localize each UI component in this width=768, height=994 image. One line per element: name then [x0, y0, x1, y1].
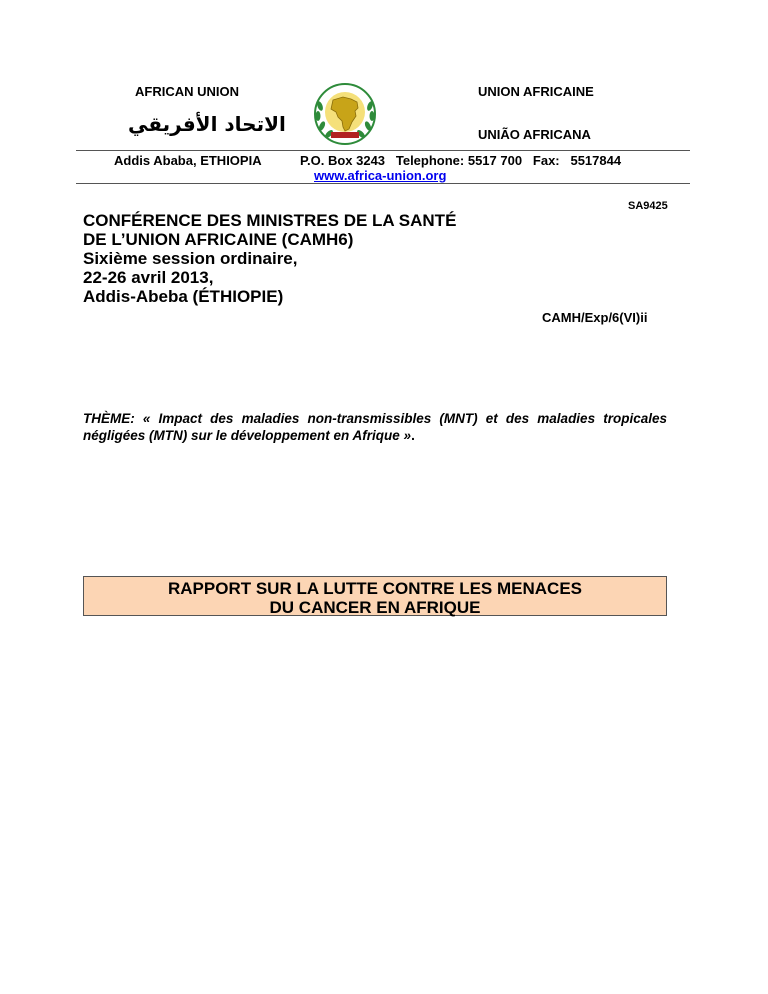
- report-title-line-1: RAPPORT SUR LA LUTTE CONTRE LES MENACES: [168, 579, 582, 598]
- header-contact: P.O. Box 3243 Telephone: 5517 700 Fax: 5517844: [300, 153, 622, 168]
- conference-line-3: Sixième session ordinaire,: [83, 249, 298, 268]
- conference-line-2: DE L’UNION AFRICAINE (CAMH6): [83, 230, 354, 249]
- header-bottom-rule: [76, 183, 690, 184]
- reference-code: SA9425: [628, 200, 668, 212]
- conference-line-4: 22-26 avril 2013,: [83, 268, 214, 287]
- conference-title: [83, 211, 456, 306]
- theme-text: THÈME: « Impact des maladies non-transmissibles (MNT) et des maladies tropicales négligées (MTN) sur le développement en Afrique »: [83, 411, 667, 443]
- theme-statement: [83, 410, 667, 444]
- theme-period: .: [411, 428, 415, 443]
- header-right-org: UNION AFRICAINE: [478, 84, 594, 99]
- header-left-org: AFRICAN UNION: [135, 84, 239, 99]
- conference-line-5: Addis-Abeba (ÉTHIOPIE): [83, 287, 284, 306]
- conference-line-1: CONFÉRENCE DES MINISTRES DE LA SANTÉ: [83, 211, 457, 230]
- document-code: CAMH/Exp/6(VI)ii: [542, 310, 648, 325]
- header-portuguese-org: UNIÃO AFRICANA: [478, 127, 591, 142]
- header-city: Addis Ababa, ETHIOPIA: [114, 153, 262, 168]
- website-link[interactable]: www.africa-union.org: [314, 168, 447, 183]
- header-arabic-org: الاتحاد الأفريقي: [128, 112, 286, 136]
- report-title-box: [83, 576, 667, 616]
- african-union-emblem-icon: [311, 80, 379, 148]
- report-title-line-2: DU CANCER EN AFRIQUE: [269, 598, 481, 617]
- header-top-rule: [76, 150, 690, 151]
